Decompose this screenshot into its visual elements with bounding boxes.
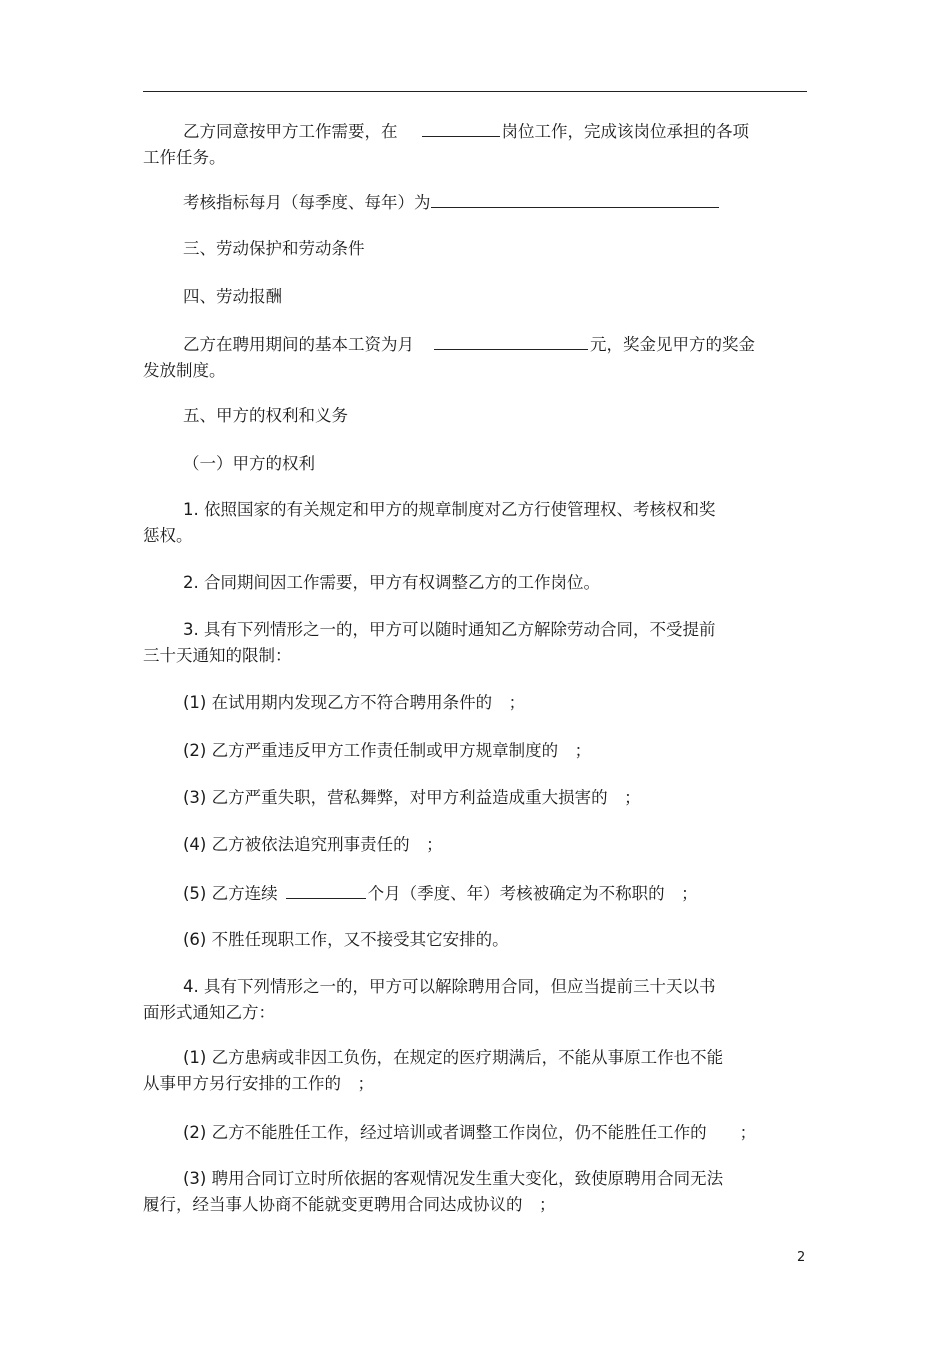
heading-section-4: 四、劳动报酬 [183,287,282,306]
salary-blank-field[interactable] [434,331,588,350]
months-blank-field[interactable] [286,880,366,899]
sub-item-4-2: (2) 乙方不能胜任工作，经过培训或者调整工作岗位，仍不能胜任工作的 ； [183,1123,757,1142]
sub-item-3-1: (1) 在试用期内发现乙方不符合聘用条件的 ； [183,693,526,712]
paragraph-salary [143,331,807,384]
sub-item-3-2: (2) 乙方严重违反甲方工作责任制或甲方规章制度的 ； [183,741,592,760]
page-number: 2 [797,1250,806,1265]
item-1 [143,497,807,549]
post-text-before: 乙方同意按甲方工作需要，在 [183,122,398,141]
heading-section-3: 三、劳动保护和劳动条件 [183,239,365,258]
salary-text-line2: 发放制度。 [143,361,226,380]
assessment-text: 考核指标每月（每季度、每年）为 [183,193,431,212]
item-1-line2: 惩权。 [143,526,193,545]
item-3-line2: 三十天通知的限制： [143,646,292,665]
salary-text-before: 乙方在聘用期间的基本工资为月 [183,335,414,354]
sub-item-4-3-line1: (3) 聘用合同订立时所依据的客观情况发生重大变化，致使原聘用合同无法 [183,1169,724,1188]
sub-item-3-4: (4) 乙方被依法追究刑事责任的 ； [183,835,443,854]
assessment-blank-field[interactable] [431,189,719,208]
sub-item-4-1-line2: 从事甲方另行安排的工作的 ； [143,1074,374,1093]
heading-section-5: 五、甲方的权利和义务 [183,406,348,425]
post-text-after: 岗位工作，完成该岗位承担的各项 [501,122,749,141]
item-4-line2: 面形式通知乙方： [143,1003,275,1022]
item-3-line1: 3. 具有下列情形之一的，甲方可以随时通知乙方解除劳动合同，不受提前 [183,620,716,639]
item-4-line1: 4. 具有下列情形之一的，甲方可以解除聘用合同，但应当提前三十天以书 [183,977,716,996]
sub-item-3-6: (6) 不胜任现职工作，又不接受其它安排的。 [183,930,509,949]
sub-item-4-1-line1: (1) 乙方患病或非因工负伤，在规定的医疗期满后，不能从事原工作也不能 [183,1048,724,1067]
heading-party-a-rights: （一）甲方的权利 [183,454,315,473]
salary-text-after: 元，奖金见甲方的奖金 [590,335,755,354]
sub-item-4-3-line2: 履行，经当事人协商不能就变更聘用合同达成协议的 ； [143,1195,556,1214]
sub-item-3-5 [143,880,847,907]
sub-item-3-5-after: 个月（季度、年）考核被确定为不称职的 ； [367,884,698,903]
header-rule [143,91,807,92]
paragraph-post [143,118,807,171]
item-1-line1: 1. 依照国家的有关规定和甲方的规章制度对乙方行使管理权、考核权和奖 [183,500,716,519]
item-3 [143,617,807,669]
paragraph-assessment [143,189,807,216]
sub-item-4-1 [143,1045,807,1097]
item-4 [143,974,807,1026]
post-text-line2: 工作任务。 [143,148,226,167]
item-2: 2. 合同期间因工作需要，甲方有权调整乙方的工作岗位。 [183,573,600,592]
sub-item-3-5-before: (5) 乙方连续 [183,884,278,903]
sub-item-3-3: (3) 乙方严重失职，营私舞弊，对甲方利益造成重大损害的 ； [183,788,641,807]
sub-item-4-3 [143,1166,807,1218]
post-blank-field[interactable] [422,118,500,137]
